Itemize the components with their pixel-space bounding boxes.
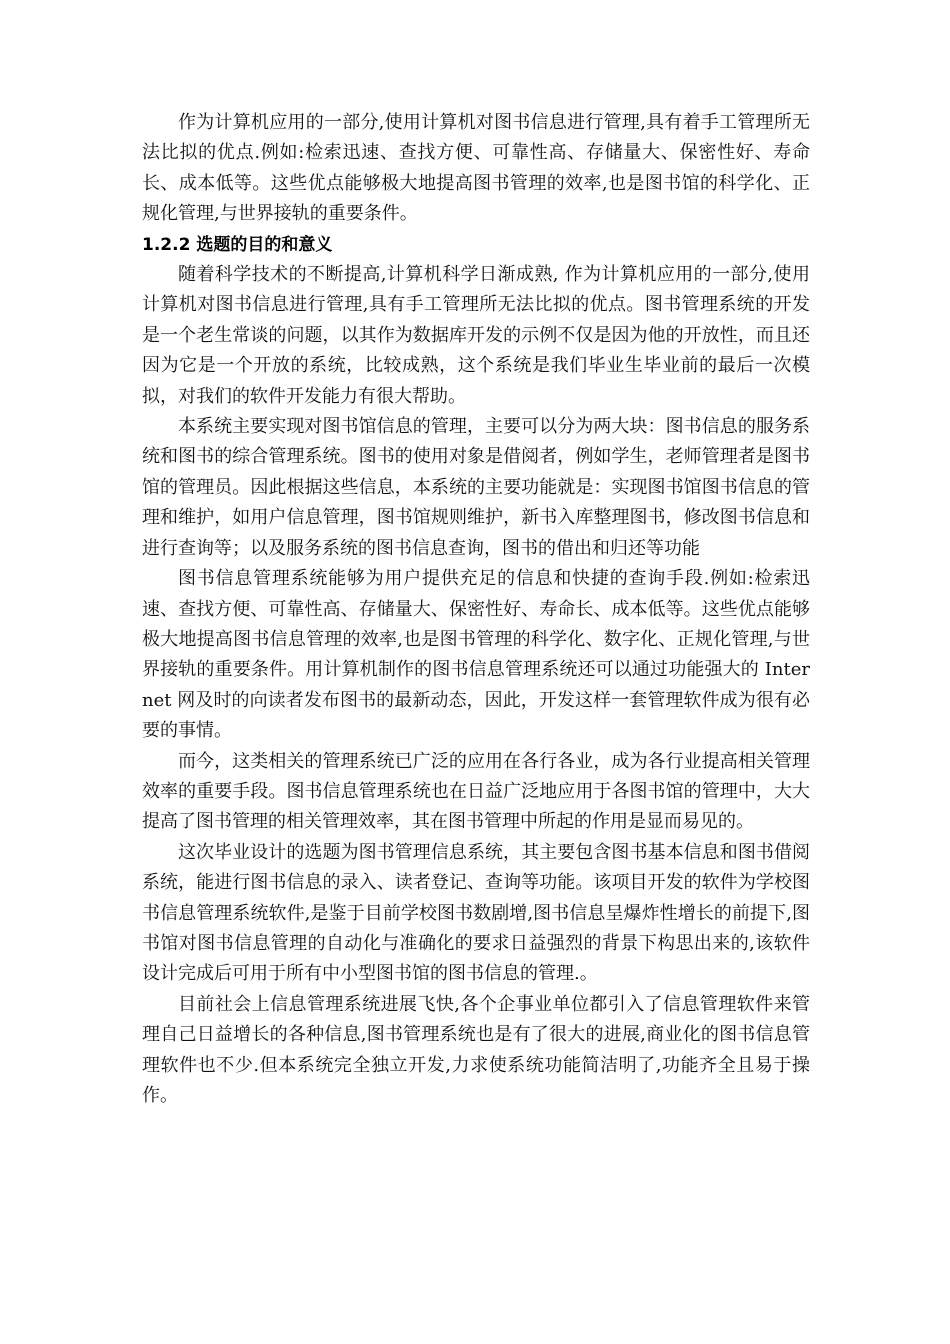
body-paragraph-3: 图书信息管理系统能够为用户提供充足的信息和快捷的查询手段.例如:检索迅速、查找方便、可靠性高、存储量大、保密性好、寿命长、成本低等。这些优点能够极大地提高图书信息管理的效率,也是图书管理的科学化、数字化、正规化管理,与世界接轨的重要条件。用计算机制作的图书信息管理系统还可以通过功能强大的 Internet 网及时的向读者发布图书的最新动态，因此，开发这样一套管理软件成为很有必要的事情。 [142, 568, 810, 742]
section-heading: 1.2.2 选题的目的和意义 [142, 234, 333, 255]
document-page [142, 108, 810, 1111]
body-paragraph-4: 而今，这类相关的管理系统已广泛的应用在各行各业，成为各行业提高相关管理效率的重要手段。图书信息管理系统也在日益广泛地应用于各图书馆的管理中，大大提高了图书管理的相关管理效率，其在图书管理中所起的作用是显而易见的。 [142, 750, 810, 833]
body-paragraph-1: 随着科学技术的不断提高,计算机科学日渐成熟, 作为计算机应用的一部分,使用计算机对图书信息进行管理,具有手工管理所无法比拟的优点。图书管理系统的开发是一个老生常谈的问题，以其作为数据库开发的示例不仅是因为他的开放性，而且还因为它是一个开放的系统，比较成熟，这个系统是我们毕业生毕业前的最后一次模拟，对我们的软件开发能力有很大帮助。 [142, 264, 810, 407]
intro-paragraph: 作为计算机应用的一部分,使用计算机对图书信息进行管理,具有着手工管理所无法比拟的优点.例如:检索迅速、查找方便、可靠性高、存储量大、保密性好、寿命长、成本低等。这些优点能够极大地提高图书管理的效率,也是图书馆的科学化、正规化管理,与世界接轨的重要条件。 [142, 112, 810, 225]
body-paragraph-5: 这次毕业设计的选题为图书管理信息系统，其主要包含图书基本信息和图书借阅系统，能进行图书信息的录入、读者登记、查询等功能。该项目开发的软件为学校图书信息管理系统软件,是鉴于目前学校图书数剧增,图书信息呈爆炸性增长的前提下,图书馆对图书信息管理的自动化与准确化的要求日益强烈的背景下构思出来的,该软件设计完成后可用于所有中小型图书馆的图书信息的管理.。 [142, 841, 810, 985]
body-paragraph-2: 本系统主要实现对图书馆信息的管理，主要可以分为两大块：图书信息的服务系统和图书的综合管理系统。图书的使用对象是借阅者，例如学生，老师管理者是图书馆的管理员。因此根据这些信息，本系统的主要功能就是：实现图书馆图书信息的管理和维护，如用户信息管理，图书馆规则维护，新书入库整理图书，修改图书信息和进行查询等；以及服务系统的图书信息查询，图书的借出和归还等功能 [142, 416, 810, 559]
body-paragraph-6: 目前社会上信息管理系统进展飞快,各个企事业单位都引入了信息管理软件来管理自己日益增长的各种信息,图书管理系统也是有了很大的进展,商业化的图书信息管理软件也不少.但本系统完全独立开发,力求使系统功能简洁明了,功能齐全且易于操作。 [142, 993, 810, 1106]
